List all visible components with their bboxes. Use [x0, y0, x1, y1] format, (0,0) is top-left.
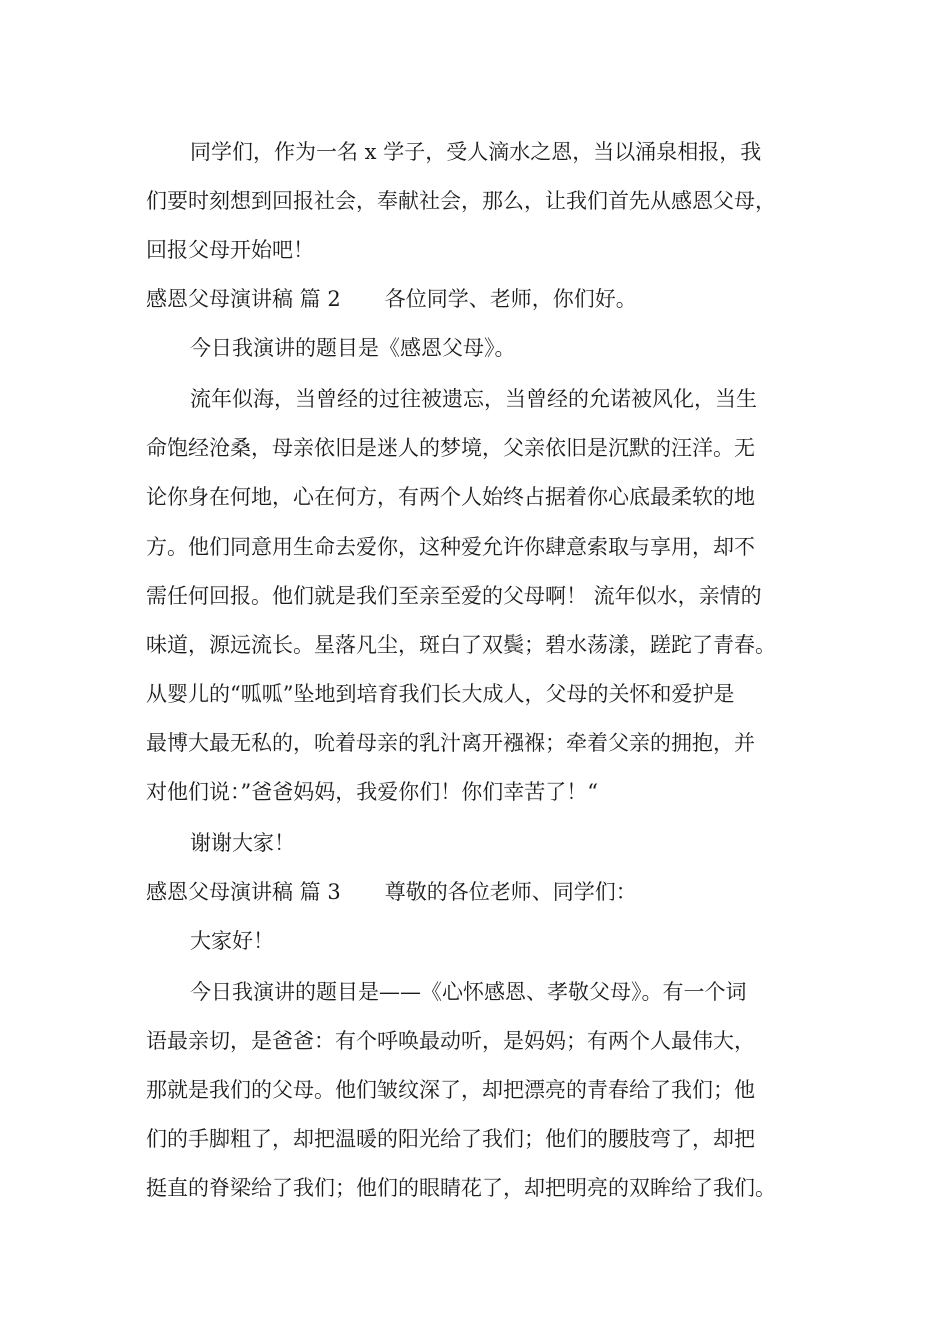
section-greeting: 尊敬的各位老师、同学们： — [384, 880, 637, 904]
section-heading: 感恩父母演讲稿 篇 2 — [146, 287, 341, 311]
paragraph-line: 今日我演讲的题目是——《心怀感恩、孝敬父母》。有一个词 — [190, 980, 747, 1004]
paragraph-line: 需任何回报。他们就是我们至亲至爱的父母啊！ 流年似水，亲情的 — [146, 584, 762, 608]
section-heading: 感恩父母演讲稿 篇 3 — [146, 880, 341, 904]
paragraph-line: 命饱经沧桑，母亲依旧是迷人的梦境，父亲依旧是沉默的汪洋。无 — [146, 436, 755, 460]
paragraph-line: 谢谢大家！ — [190, 831, 295, 855]
paragraph-line: 们的手脚粗了，却把温暖的阳光给了我们；他们的腰肢弯了，却把 — [146, 1127, 755, 1151]
paragraph-line: 挺直的脊梁给了我们；他们的眼睛花了，却把明亮的双眸给了我们。 — [146, 1176, 776, 1200]
paragraph-line: 对他们说：”爸爸妈妈，我爱你们！你们幸苦了！“ — [146, 780, 598, 804]
paragraph-line: 方。他们同意用生命去爱你，这种爱允许你肆意索取与享用，却不 — [146, 535, 755, 559]
paragraph-line: 同学们，作为一名 x 学子，受人滴水之恩，当以涌泉相报，我 — [190, 140, 762, 164]
section-heading-row — [146, 877, 836, 907]
paragraph-line: 味道，源远流长。星落凡尘，斑白了双鬓；碧水荡漾，蹉跎了青春。 — [146, 633, 776, 657]
paragraph-line: 从婴儿的“呱呱”坠地到培育我们长大成人，父母的关怀和爱护是 — [146, 682, 735, 706]
paragraph-line: 最博大最无私的，吮着母亲的乳汁离开襁褓；牵着父亲的拥抱，并 — [146, 731, 755, 755]
paragraph-line: 今日我演讲的题目是《感恩父母》。 — [190, 336, 516, 360]
paragraph-line: 大家好！ — [190, 929, 274, 953]
section-heading-row — [146, 284, 836, 314]
paragraph-line: 那就是我们的父母。他们皱纹深了，却把漂亮的青春给了我们；他 — [146, 1078, 755, 1102]
paragraph-line: 语最亲切，是爸爸：有个呼唤最动听，是妈妈；有两个人最伟大， — [146, 1029, 755, 1053]
paragraph-line: 回报父母开始吧！ — [146, 238, 314, 262]
paragraph-line: 论你身在何地，心在何方，有两个人始终占据着你心底最柔软的地 — [146, 485, 755, 509]
paragraph-line: 流年似海，当曾经的过往被遗忘，当曾经的允诺被风化，当生 — [190, 387, 757, 411]
paragraph-line: 们要时刻想到回报社会，奉献社会，那么，让我们首先从感恩父母， — [146, 189, 776, 213]
section-greeting: 各位同学、老师，你们好。 — [384, 287, 637, 311]
